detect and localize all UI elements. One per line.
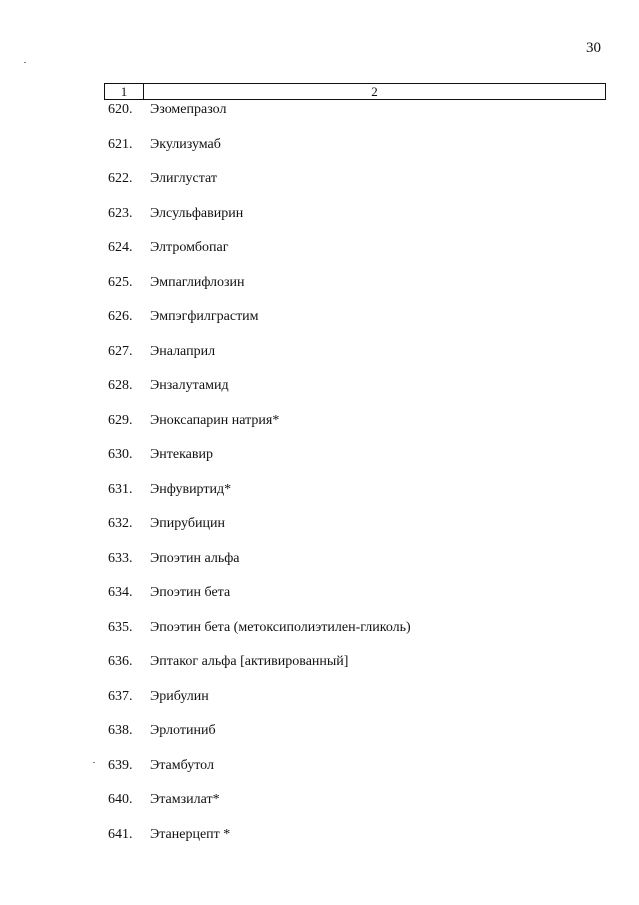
item-name: Элиглустат bbox=[150, 171, 218, 186]
item-name: Эналаприл bbox=[150, 343, 216, 359]
item-name: Элтромбопаг bbox=[150, 240, 229, 255]
item-number: 638. bbox=[108, 723, 133, 738]
item-name: Энзалутамид bbox=[150, 378, 229, 393]
item-number: 628. bbox=[108, 378, 133, 393]
item-number: 634. bbox=[108, 585, 133, 600]
scan-speck bbox=[24, 62, 26, 63]
item-name: Этанерцепт * bbox=[150, 826, 231, 842]
item-name: Эрлотиниб bbox=[150, 723, 216, 738]
item-number: 635. bbox=[108, 619, 133, 635]
item-number: 639. bbox=[108, 757, 133, 773]
item-number: 640. bbox=[108, 792, 133, 807]
item-name: Эпоэтин бета (метоксиполиэтилен-гликоль) bbox=[150, 619, 411, 635]
item-name: Элсульфавирин bbox=[150, 205, 244, 221]
item-number: 620. bbox=[108, 102, 133, 117]
column-header-2: 2 bbox=[371, 84, 378, 99]
item-name: Эмпаглифлозин bbox=[150, 274, 245, 290]
item-number: 623. bbox=[108, 205, 133, 221]
page-number: 30 bbox=[586, 40, 601, 56]
item-number: 630. bbox=[108, 447, 133, 462]
item-number: 625. bbox=[108, 274, 133, 290]
item-name: Энфувиртид* bbox=[150, 481, 232, 497]
item-number: 637. bbox=[108, 688, 133, 704]
item-name: Эпирубицин bbox=[150, 516, 225, 531]
item-number: 627. bbox=[108, 343, 133, 359]
item-number: 621. bbox=[108, 136, 133, 152]
item-name: Эноксапарин натрия* bbox=[150, 412, 280, 428]
item-name: Энтекавир bbox=[150, 447, 213, 462]
item-number: 632. bbox=[108, 516, 133, 531]
item-name: Эмпэгфилграстим bbox=[150, 309, 259, 324]
item-number: 629. bbox=[108, 412, 133, 428]
item-name: Этамбутол bbox=[150, 757, 214, 773]
item-name: Эпоэтин альфа bbox=[150, 550, 240, 566]
item-number: 633. bbox=[108, 550, 133, 566]
item-number: 631. bbox=[108, 481, 133, 497]
item-number: 626. bbox=[108, 309, 133, 324]
item-name: Эптаког альфа [активированный] bbox=[150, 654, 349, 669]
item-name: Эзомепразол bbox=[150, 102, 227, 117]
column-header-1: 1 bbox=[105, 84, 144, 99]
item-number: 624. bbox=[108, 240, 133, 255]
item-number: 641. bbox=[108, 826, 133, 842]
item-name: Эрибулин bbox=[150, 688, 209, 704]
table-header bbox=[104, 83, 606, 100]
item-number: 636. bbox=[108, 654, 133, 669]
item-name: Экулизумаб bbox=[150, 136, 221, 152]
item-name: Этамзилат* bbox=[150, 792, 220, 807]
item-name: Эпоэтин бета bbox=[150, 585, 231, 600]
scan-speck bbox=[93, 762, 95, 763]
item-number: 622. bbox=[108, 171, 133, 186]
